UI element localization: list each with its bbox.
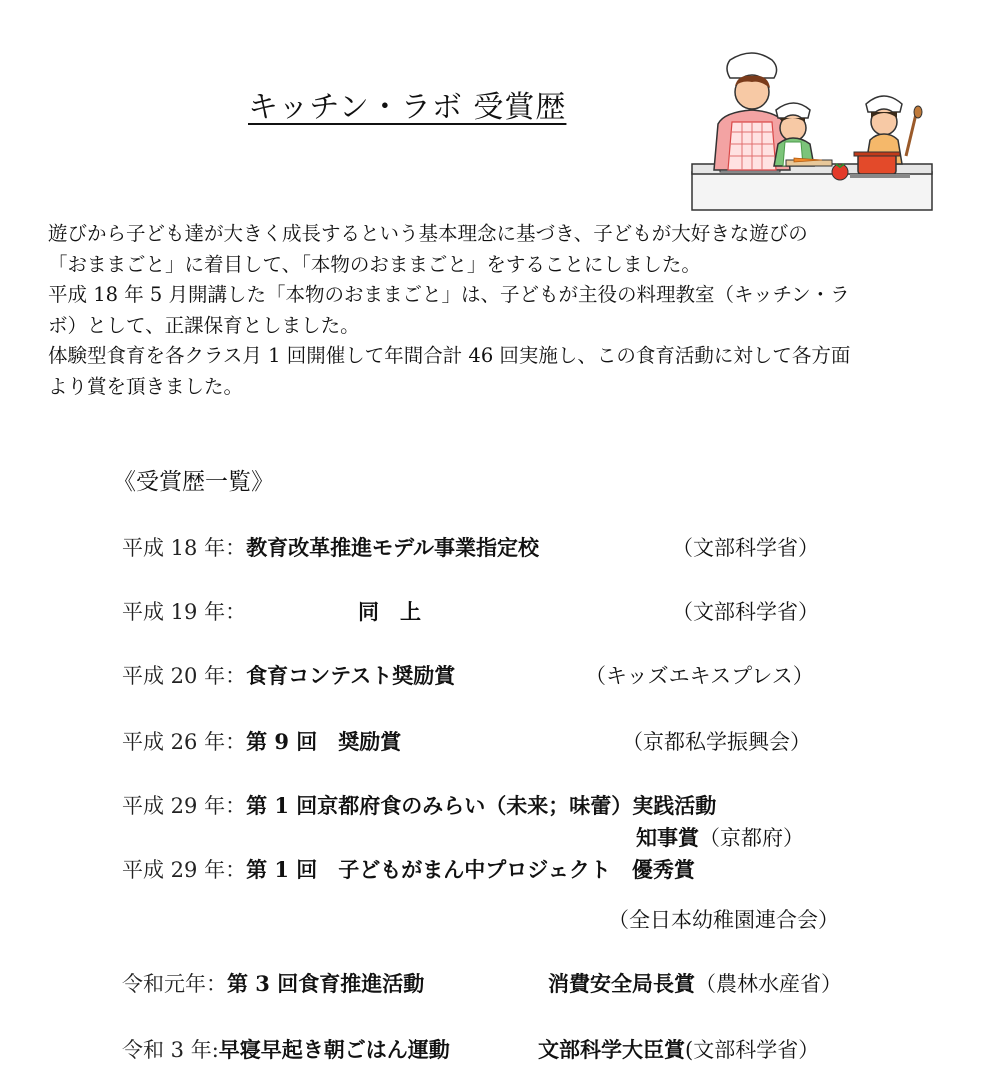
- award-org: （京都私学振興会）: [622, 730, 811, 754]
- award-org: （全日本幼稚園連合会）: [608, 908, 839, 932]
- award-org: （文部科学省）: [672, 536, 819, 560]
- intro-line: 平成 18 年 5 月開講した「本物のおままごと」は、子どもが主役の料理教室（キッチン・ラ: [48, 283, 850, 306]
- award-name: 第 9 回 奨励賞: [246, 729, 402, 754]
- award-name-text: 同 上: [358, 599, 421, 624]
- award-name-secondary: 文部科学大臣賞: [538, 1037, 685, 1062]
- award-row: [122, 856, 695, 884]
- award-year: 平成 26 年：: [122, 730, 247, 754]
- award-row: [122, 728, 401, 756]
- award-year: 平成 29 年：: [122, 794, 247, 818]
- intro-line: 体験型食育を各クラス月 1 回開催して年間合計 46 回実施し、この食育活動に対して各方面: [48, 344, 851, 367]
- award-row-continued: [548, 970, 842, 998]
- award-row: [122, 534, 539, 562]
- award-name: 第 3 回食育推進活動: [227, 971, 425, 996]
- award-org: (文部科学省）: [685, 1038, 820, 1062]
- award-year: 平成 18 年：: [122, 536, 247, 560]
- award-org: （農林水産省）: [695, 972, 842, 996]
- award-row-continued: [636, 824, 804, 852]
- intro-line: より賞を頂きました。: [48, 374, 244, 398]
- award-year: 平成 19 年：: [122, 600, 247, 624]
- award-name: 教育改革推進モデル事業指定校: [246, 535, 540, 560]
- intro-line: 「おままごと」に着目して、「本物のおままごと」をすることにしました。: [48, 252, 701, 276]
- award-row: [122, 1036, 450, 1064]
- intro-line: ボ）として、正課保育としました。: [48, 313, 360, 337]
- page-title: キッチン・ラボ 受賞歴: [248, 90, 567, 125]
- award-org: （キッズエキスプレス）: [585, 664, 814, 688]
- award-row: [122, 598, 246, 626]
- award-name-secondary: 知事賞: [636, 825, 699, 850]
- award-row: [122, 970, 424, 998]
- intro-line: 遊びから子ども達が大きく成長するという基本理念に基づき、子どもが大好きな遊びの: [48, 222, 808, 245]
- award-name-secondary: 消費安全局長賞: [548, 971, 695, 996]
- awards-list-heading: 《受賞歴一覧》: [113, 469, 274, 495]
- award-year: 平成 29 年：: [122, 858, 247, 882]
- award-year: 令和 3 年:: [122, 1038, 219, 1062]
- award-name: 第 1 回 子どもがまん中プロジェクト 優秀賞: [246, 857, 695, 882]
- award-name: 第 1 回京都府食のみらい（未来；味蕾）実践活動: [246, 793, 717, 818]
- cooking-family-illustration: [690, 52, 935, 212]
- award-name: 食育コンテスト奨励賞: [246, 663, 456, 688]
- award-row: [122, 662, 455, 690]
- award-org: （京都府）: [699, 826, 804, 850]
- intro-text: [48, 219, 973, 402]
- award-row-continued: [538, 1036, 819, 1064]
- award-name: 早寝早起き朝ごはん運動: [218, 1037, 450, 1062]
- award-org: （文部科学省）: [672, 600, 819, 624]
- award-row: [122, 792, 716, 820]
- award-name: [358, 598, 421, 626]
- award-year: 令和元年：: [122, 972, 227, 996]
- award-year: 平成 20 年：: [122, 664, 247, 688]
